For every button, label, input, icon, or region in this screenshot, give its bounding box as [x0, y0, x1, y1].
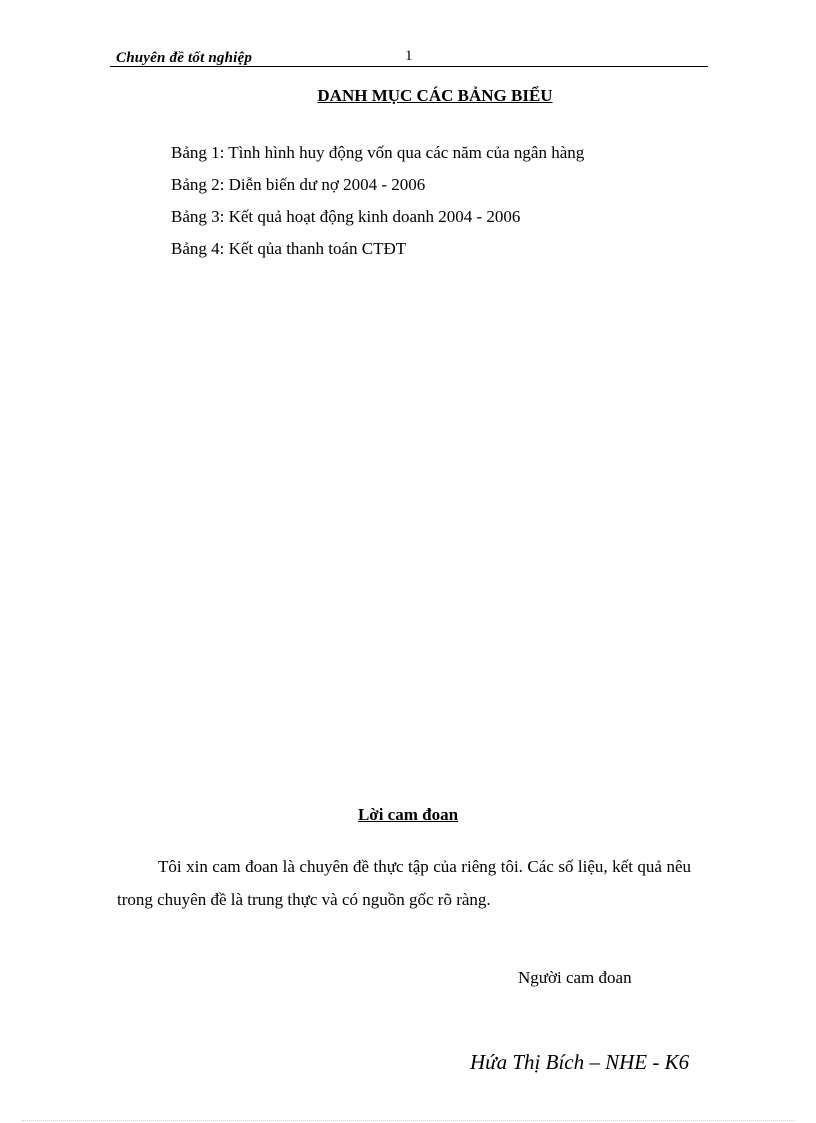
footer-author: Hứa Thị Bích – NHE - K6: [470, 1050, 690, 1074]
signer-label: Người cam đoan: [518, 968, 632, 987]
page-divider: [22, 1120, 794, 1121]
table-list-item: Bảng 2: Diễn biến dư nợ 2004 - 2006: [171, 175, 426, 194]
page-header: [110, 48, 708, 67]
table-list-item: Bảng 3: Kết quả hoạt động kinh doanh 2004 - 2006: [171, 207, 521, 226]
declaration-body: Tôi xin cam đoan là chuyên đề thực tập của riêng tôi. Các số liệu, kết quả nêu trong chuyên đề là trung thực và có nguồn gốc rõ ràng.: [117, 857, 691, 909]
page-number: 1: [405, 48, 413, 64]
header-title: Chuyên đề tốt nghiệp: [116, 50, 253, 66]
declaration-title: Lời cam đoan: [357, 805, 459, 824]
table-list-title: DANH MỤC CÁC BẢNG BIỂU: [317, 86, 553, 105]
table-list-item: Bảng 4: Kết qủa thanh toán CTĐT: [171, 239, 407, 258]
table-list: [171, 142, 584, 270]
table-list-item: Bảng 1: Tình hình huy động vốn qua các năm của ngân hàng: [171, 143, 585, 162]
